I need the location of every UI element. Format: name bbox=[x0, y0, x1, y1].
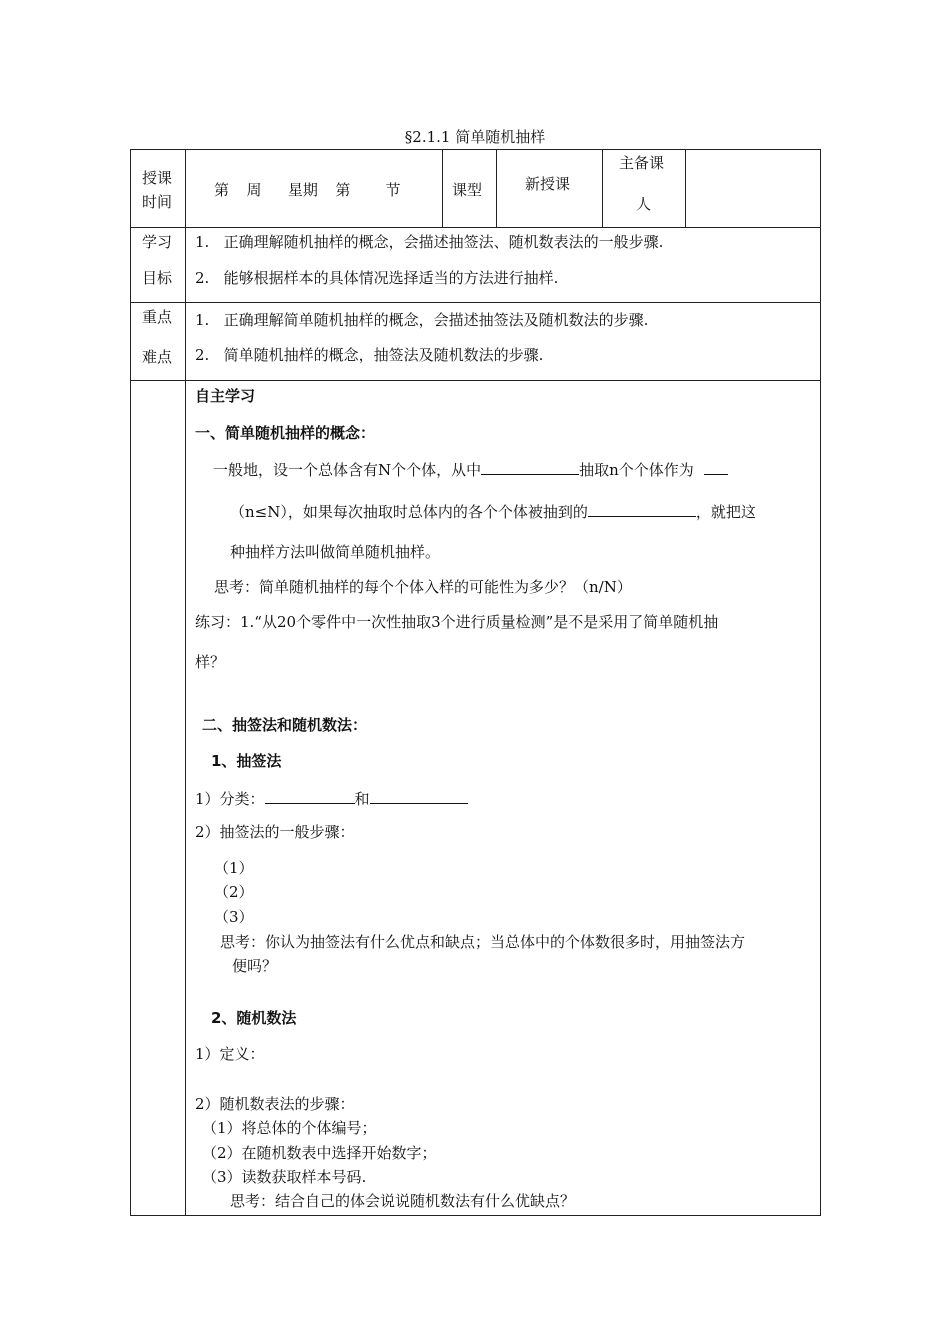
think-3: 思考：结合自己的体会说说随机数法有什么优缺点？ bbox=[230, 1192, 576, 1210]
classify-label: 1）分类： bbox=[195, 790, 265, 808]
lottery-title: 1、抽签法 bbox=[211, 752, 282, 770]
blank-field bbox=[704, 458, 728, 475]
concept-text-b: 抽取n个个体作为 bbox=[579, 461, 694, 479]
table-border-top bbox=[130, 149, 820, 150]
classify-and: 和 bbox=[354, 790, 370, 808]
table-border-row3 bbox=[130, 380, 820, 381]
page-title: §2.1.1 简单随机抽样 bbox=[404, 128, 546, 146]
section-self-study: 自主学习 bbox=[195, 387, 256, 405]
keypoint-item: 2. 简单随机抽样的概念，抽签法及随机数法的步骤. bbox=[195, 346, 544, 364]
concept-line-2 bbox=[230, 500, 756, 522]
table-border-type-right bbox=[496, 149, 497, 227]
table-border-left bbox=[130, 149, 131, 1216]
table-border-bottom bbox=[130, 1215, 820, 1216]
goals-label-1: 学习 bbox=[142, 233, 173, 251]
part2-title: 二、抽签法和随机数法： bbox=[202, 716, 368, 734]
table-border-preparer-left bbox=[602, 149, 603, 227]
think-2-line-1: 思考：你认为抽签法有什么优点和缺点；当总体中的个体数很多时，用抽签法方 bbox=[220, 933, 746, 951]
concept-text-c: （n≤N），如果每次抽取时总体内的各个个体被抽到的 bbox=[230, 503, 588, 521]
table-border-label-col bbox=[185, 149, 186, 1216]
classify-line bbox=[195, 787, 468, 809]
time-value: 第 周 星期 第 节 bbox=[214, 181, 401, 199]
lottery-step: （2） bbox=[214, 883, 254, 901]
preparer-label-2: 人 bbox=[636, 195, 652, 213]
blank-field bbox=[370, 787, 468, 804]
table-border-type-left bbox=[442, 149, 443, 227]
table-border-row1 bbox=[130, 227, 820, 228]
think-1: 思考：简单随机抽样的每个个体入样的可能性为多少？（n/N） bbox=[214, 578, 632, 596]
random-step: （2）在随机数表中选择开始数字； bbox=[202, 1144, 437, 1162]
lottery-step: （1） bbox=[214, 859, 254, 877]
random-step: （3）读数获取样本号码. bbox=[202, 1168, 367, 1186]
time-label-1: 授课 bbox=[142, 169, 173, 187]
random-title: 2、随机数法 bbox=[211, 1009, 297, 1027]
type-value: 新授课 bbox=[525, 175, 571, 193]
table-border-row2 bbox=[130, 302, 820, 303]
keypoint-item: 1. 正确理解简单随机抽样的概念，会描述抽签法及随机数法的步骤. bbox=[195, 311, 649, 329]
blank-field bbox=[481, 458, 579, 475]
preparer-label-1: 主备课 bbox=[619, 154, 665, 172]
keypoints-label-1: 重点 bbox=[142, 308, 173, 326]
time-label-2: 时间 bbox=[142, 193, 173, 211]
goal-item: 1. 正确理解随机抽样的概念，会描述抽签法、随机数表法的一般步骤. bbox=[195, 233, 664, 251]
random-definition: 1）定义： bbox=[195, 1045, 265, 1063]
table-border-right bbox=[820, 149, 821, 1216]
practice-line-1: 练习：1.“从20个零件中一次性抽取3个进行质量检测”是不是采用了简单随机抽 bbox=[195, 613, 719, 631]
type-label: 课型 bbox=[452, 181, 483, 199]
goals-label-2: 目标 bbox=[142, 269, 173, 287]
concept-text-a: 一般地，设一个总体含有N个个体，从中 bbox=[213, 461, 482, 479]
keypoints-label-2: 难点 bbox=[142, 348, 173, 366]
concept-line-3: 种抽样方法叫做简单随机抽样。 bbox=[230, 543, 441, 561]
lottery-step: （3） bbox=[214, 908, 254, 926]
random-steps-title: 2）随机数表法的步骤： bbox=[195, 1095, 355, 1113]
concept-line-1 bbox=[213, 458, 728, 480]
practice-line-2: 样？ bbox=[195, 653, 226, 671]
blank-field bbox=[588, 500, 696, 517]
lottery-steps-title: 2）抽签法的一般步骤： bbox=[195, 823, 355, 841]
concept-text-d: ，就把这 bbox=[695, 503, 756, 521]
part1-title: 一、简单随机抽样的概念： bbox=[195, 424, 376, 442]
blank-field bbox=[265, 787, 355, 804]
think-2-line-2: 便吗？ bbox=[232, 957, 278, 975]
goal-item: 2. 能够根据样本的具体情况选择适当的方法进行抽样. bbox=[195, 269, 559, 287]
random-step: （1）将总体的个体编号； bbox=[202, 1119, 377, 1137]
table-border-preparer-right bbox=[685, 149, 686, 227]
